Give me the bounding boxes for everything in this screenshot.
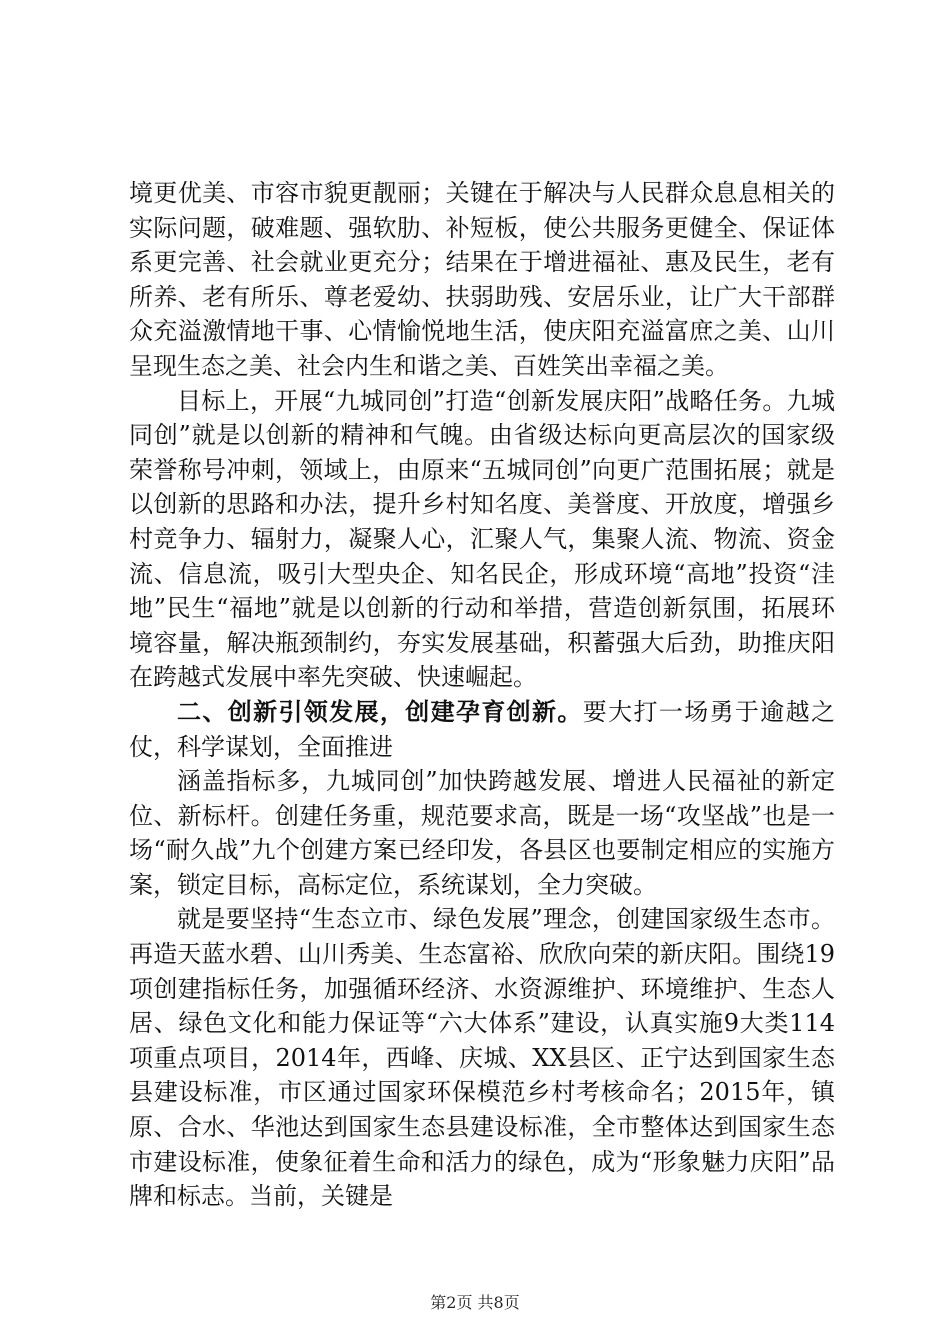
paragraph-4: 涵盖指标多，九城同创”加快跨越发展、增进人民福祉的新定位、新标杆。创建任务重，规范要求高，既是一场“攻坚战”也是一场“耐久战”九个创建方案已经印发，各县区也要制定相应的实施方案，锁定目标，高标定位，系统谋划，全力突破。 [129,767,835,899]
page-footer: 第2页 共8页 [430,1293,520,1312]
body-text [129,176,835,1214]
paragraph-1: 境更优美、市容市貌更靓丽；关键在于解决与人民群众息息相关的实际问题，破难题、强软肋、补短板，使公共服务更健全、保证体系更完善、社会就业更充分；结果在于增进福祉、惠及民生，老有所养、老有所乐、尊老爱幼、扶弱助残、安居乐业，让广大干部群众充溢激情地干事、心情愉悦地生活，使庆阳充溢富庶之美、山川呈现生态之美、社会内生和谐之美、百姓笑出幸福之美。 [129,179,835,380]
paragraph-5: 就是要坚持“生态立市、绿色发展”理念，创建国家级生态市。再造天蓝水碧、山川秀美、生态富裕、欣欣向荣的新庆阳。围绕19项创建指标任务，加强循环经济、水资源维护、环境维护、生态人居、绿色文化和能力保证等“六大体系”建设，认真实施9大类114项重点项目，2014年，西峰、庆城、XX县区、正宁达到国家生态县建设标准，市区通过国家环保模范乡村考核命名；2015年，镇原、合水、华池达到国家生态县建设标准，全市整体达到国家生态市建设标准，使象征着生命和活力的绿色，成为“形象魅力庆阳”品牌和标志。当前，关键是 [129,905,835,1211]
paragraph-3-heading [129,695,835,764]
paragraph-2: 目标上，开展“九城同创”打造“创新发展庆阳”战略任务。九城同创”就是以创新的精神和气魄。由省级达标向更高层次的国家级荣誉称号冲刺，领域上，由原来“五城同创”向更广范围拓展；就是以创新的思路和办法，提升乡村知名度、美誉度、开放度，增强乡村竞争力、辐射力，凝聚人心，汇聚人气，集聚人流、物流、资金流、信息流，吸引大型央企、知名民企，形成环境“高地”投资“洼地”民生“福地”就是以创新的行动和举措，营造创新氛围，拓展环境容量，解决瓶颈制约，夯实发展基础，积蓄强大后劲，助推庆阳在跨越式发展中率先突破、快速崛起。 [129,386,835,692]
section-heading-continuation: 要大打一场勇于逾越之仗，科学谋划，全面推进 [129,697,836,761]
section-heading: 二、创新引领发展，创建孕育创新。 [177,696,583,726]
